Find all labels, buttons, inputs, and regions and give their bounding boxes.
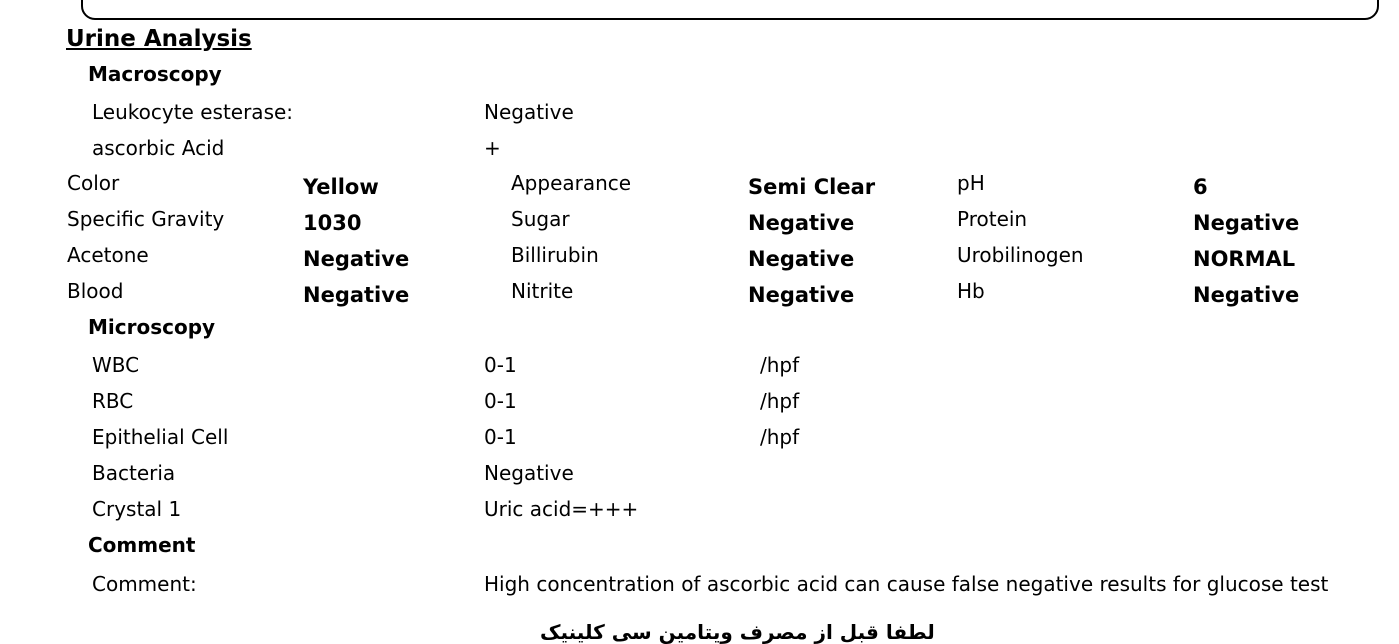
grid-label-sugar: Sugar [511,207,570,231]
grid-label-ph: pH [957,171,985,195]
grid-label-blood: Blood [67,279,124,303]
grid-label-appearance: Appearance [511,171,632,195]
micro-label-bacteria: Bacteria [92,461,176,485]
comment-heading: Comment [88,533,196,557]
grid-label-color: Color [67,171,120,195]
grid-label-specific-gravity: Specific Gravity [67,207,225,231]
grid-value-ph: 6 [1193,175,1208,199]
footer-note: لطفا قبل از مصرف ویتامین سی کلینیک [540,620,935,644]
report-title: Urine Analysis [66,26,252,52]
grid-label-hb: Hb [957,279,985,303]
header-frame [81,0,1379,20]
macro-label-ascorbic-acid: ascorbic Acid [92,136,225,160]
grid-value-hb: Negative [1193,283,1300,307]
micro-unit-rbc: /hpf [760,389,800,413]
micro-unit-epithelial-cell: /hpf [760,425,800,449]
macro-value-leukocyte-esterase: Negative [484,100,574,124]
grid-value-blood: Negative [303,283,410,307]
grid-value-sugar: Negative [748,211,855,235]
micro-value-rbc: 0-1 [484,389,517,413]
micro-value-wbc: 0-1 [484,353,517,377]
macro-value-ascorbic-acid: + [484,136,501,160]
microscopy-heading: Microscopy [88,315,216,339]
comment-label: Comment: [92,572,197,596]
macroscopy-heading: Macroscopy [88,62,222,86]
micro-label-crystal-1: Crystal 1 [92,497,182,521]
grid-label-acetone: Acetone [67,243,149,267]
grid-label-billirubin: Billirubin [511,243,599,267]
grid-value-protein: Negative [1193,211,1300,235]
micro-unit-wbc: /hpf [760,353,800,377]
grid-value-color: Yellow [303,175,379,199]
grid-value-acetone: Negative [303,247,410,271]
grid-value-nitrite: Negative [748,283,855,307]
grid-value-billirubin: Negative [748,247,855,271]
micro-value-bacteria: Negative [484,461,574,485]
grid-label-nitrite: Nitrite [511,279,574,303]
micro-label-epithelial-cell: Epithelial Cell [92,425,229,449]
grid-label-urobilinogen: Urobilinogen [957,243,1084,267]
micro-label-wbc: WBC [92,353,140,377]
comment-text: High concentration of ascorbic acid can cause false negative results for glucose test [484,572,1329,596]
micro-value-epithelial-cell: 0-1 [484,425,517,449]
grid-value-urobilinogen: NORMAL [1193,247,1296,271]
micro-label-rbc: RBC [92,389,134,413]
grid-value-specific-gravity: 1030 [303,211,362,235]
macro-label-leukocyte-esterase: Leukocyte esterase: [92,100,294,124]
grid-value-appearance: Semi Clear [748,175,876,199]
micro-value-crystal-1: Uric acid=+++ [484,497,639,521]
grid-label-protein: Protein [957,207,1028,231]
